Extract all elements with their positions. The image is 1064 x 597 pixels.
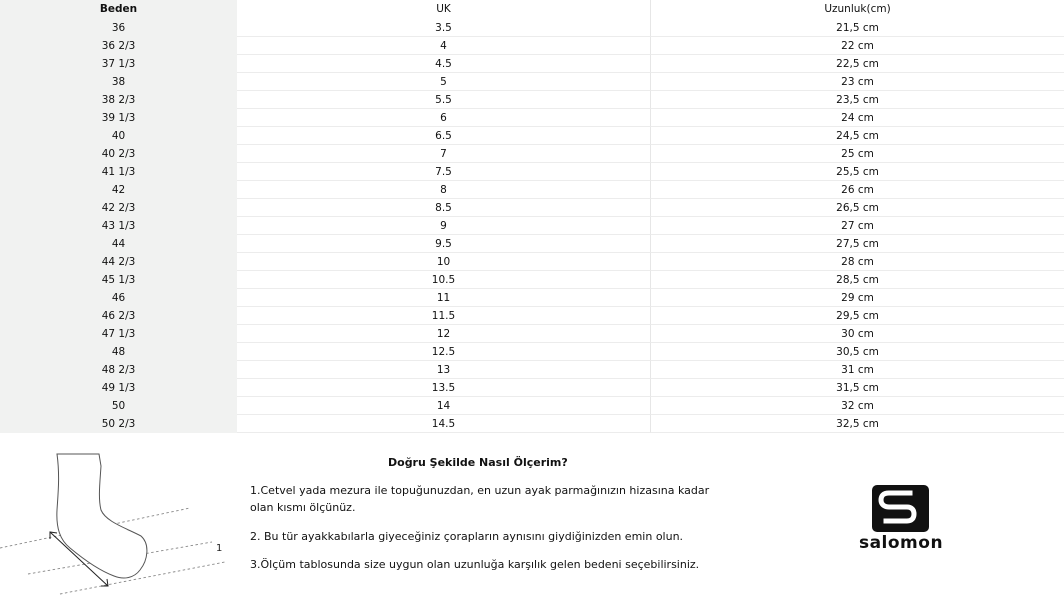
- cell-uzunluk: 23,5 cm: [651, 91, 1064, 109]
- cell-beden: 40 2/3: [0, 145, 237, 163]
- table-row: [0, 19, 1064, 37]
- cell-uzunluk: 25 cm: [651, 145, 1064, 163]
- cell-uk: 12.5: [237, 343, 651, 361]
- cell-uk: 5: [237, 73, 651, 91]
- measurement-guide: [0, 436, 1064, 597]
- table-row: [0, 253, 1064, 271]
- table-row: [0, 271, 1064, 289]
- instruction-step-1: 1.Cetvel yada mezura ile topuğunuzdan, en uzun ayak parmağınızın hizasına kadar olan kısmı ölçünüz.: [250, 484, 710, 514]
- cell-uzunluk: 21,5 cm: [651, 19, 1064, 37]
- cell-beden: 38 2/3: [0, 91, 237, 109]
- table-row: [0, 73, 1064, 91]
- cell-uzunluk: 31,5 cm: [651, 379, 1064, 397]
- cell-uzunluk: 24,5 cm: [651, 127, 1064, 145]
- cell-uk: 11.5: [237, 307, 651, 325]
- cell-beden: 47 1/3: [0, 325, 237, 343]
- cell-beden: 36: [0, 19, 237, 37]
- cell-beden: 49 1/3: [0, 379, 237, 397]
- cell-uk: 6: [237, 109, 651, 127]
- cell-beden: 50 2/3: [0, 415, 237, 433]
- cell-uzunluk: 32,5 cm: [651, 415, 1064, 433]
- table-row: [0, 307, 1064, 325]
- table-row: [0, 379, 1064, 397]
- salomon-logo: [836, 483, 966, 553]
- table-row: [0, 181, 1064, 199]
- table-row: [0, 289, 1064, 307]
- cell-uk: 9: [237, 217, 651, 235]
- cell-beden: 50: [0, 397, 237, 415]
- cell-uzunluk: 24 cm: [651, 109, 1064, 127]
- header-uk: UK: [237, 0, 651, 19]
- cell-uzunluk: 25,5 cm: [651, 163, 1064, 181]
- cell-beden: 42 2/3: [0, 199, 237, 217]
- cell-uzunluk: 27 cm: [651, 217, 1064, 235]
- table-row: [0, 109, 1064, 127]
- cell-uzunluk: 30,5 cm: [651, 343, 1064, 361]
- cell-uk: 6.5: [237, 127, 651, 145]
- cell-uk: 12: [237, 325, 651, 343]
- cell-uk: 3.5: [237, 19, 651, 37]
- cell-beden: 46 2/3: [0, 307, 237, 325]
- cell-beden: 40: [0, 127, 237, 145]
- cell-uk: 8.5: [237, 199, 651, 217]
- cell-uk: 10: [237, 253, 651, 271]
- cell-beden: 44 2/3: [0, 253, 237, 271]
- cell-uk: 14.5: [237, 415, 651, 433]
- cell-uk: 8: [237, 181, 651, 199]
- cell-uzunluk: 31 cm: [651, 361, 1064, 379]
- cell-uzunluk: 28,5 cm: [651, 271, 1064, 289]
- table-row: [0, 325, 1064, 343]
- cell-uzunluk: 26,5 cm: [651, 199, 1064, 217]
- table-body: [0, 19, 1064, 433]
- table-row: [0, 91, 1064, 109]
- cell-uzunluk: 26 cm: [651, 181, 1064, 199]
- cell-uk: 9.5: [237, 235, 651, 253]
- table-row: [0, 199, 1064, 217]
- table-row: [0, 397, 1064, 415]
- cell-uzunluk: 29,5 cm: [651, 307, 1064, 325]
- instructions-title: Doğru Şekilde Nasıl Ölçerim?: [388, 456, 568, 469]
- table-row: [0, 361, 1064, 379]
- cell-beden: 37 1/3: [0, 55, 237, 73]
- cell-beden: 43 1/3: [0, 217, 237, 235]
- table-row: [0, 235, 1064, 253]
- cell-beden: 36 2/3: [0, 37, 237, 55]
- measure-label: 1: [216, 543, 223, 554]
- cell-uzunluk: 22,5 cm: [651, 55, 1064, 73]
- cell-uk: 7.5: [237, 163, 651, 181]
- cell-uzunluk: 27,5 cm: [651, 235, 1064, 253]
- header-uzunluk: Uzunluk(cm): [824, 3, 891, 15]
- cell-uk: 7: [237, 145, 651, 163]
- cell-beden: 46: [0, 289, 237, 307]
- cell-beden: 45 1/3: [0, 271, 237, 289]
- cell-uk: 13: [237, 361, 651, 379]
- cell-beden: 38: [0, 73, 237, 91]
- table-row: [0, 415, 1064, 433]
- header-beden: Beden: [0, 0, 237, 19]
- cell-beden: 48 2/3: [0, 361, 237, 379]
- cell-uzunluk: 22 cm: [651, 37, 1064, 55]
- cell-uk: 11: [237, 289, 651, 307]
- instruction-step-2: 2. Bu tür ayakkabılarla giyeceğiniz çorapların aynısını giydiğinizden emin olun.: [250, 530, 684, 543]
- cell-beden: 39 1/3: [0, 109, 237, 127]
- table-header-row: [0, 0, 1064, 19]
- cell-uzunluk: 29 cm: [651, 289, 1064, 307]
- cell-uk: 13.5: [237, 379, 651, 397]
- table-row: [0, 217, 1064, 235]
- cell-uk: 10.5: [237, 271, 651, 289]
- cell-uzunluk: 23 cm: [651, 73, 1064, 91]
- table-row: [0, 163, 1064, 181]
- cell-beden: 42: [0, 181, 237, 199]
- table-row: [0, 145, 1064, 163]
- table-row: [0, 55, 1064, 73]
- cell-beden: 41 1/3: [0, 163, 237, 181]
- foot-measurement-illustration: [0, 436, 230, 597]
- instruction-step-3: 3.Ölçüm tablosunda size uygun olan uzunluğa karşılık gelen bedeni seçebilirsiniz.: [250, 558, 700, 571]
- cell-uzunluk: 28 cm: [651, 253, 1064, 271]
- cell-uk: 4.5: [237, 55, 651, 73]
- cell-beden: 48: [0, 343, 237, 361]
- cell-uzunluk: 30 cm: [651, 325, 1064, 343]
- table-row: [0, 37, 1064, 55]
- table-row: [0, 343, 1064, 361]
- cell-uk: 4: [237, 37, 651, 55]
- cell-uzunluk: 32 cm: [651, 397, 1064, 415]
- salomon-wordmark: salomon: [858, 533, 944, 553]
- cell-beden: 44: [0, 235, 237, 253]
- table-row: [0, 127, 1064, 145]
- cell-uk: 14: [237, 397, 651, 415]
- cell-uk: 5.5: [237, 91, 651, 109]
